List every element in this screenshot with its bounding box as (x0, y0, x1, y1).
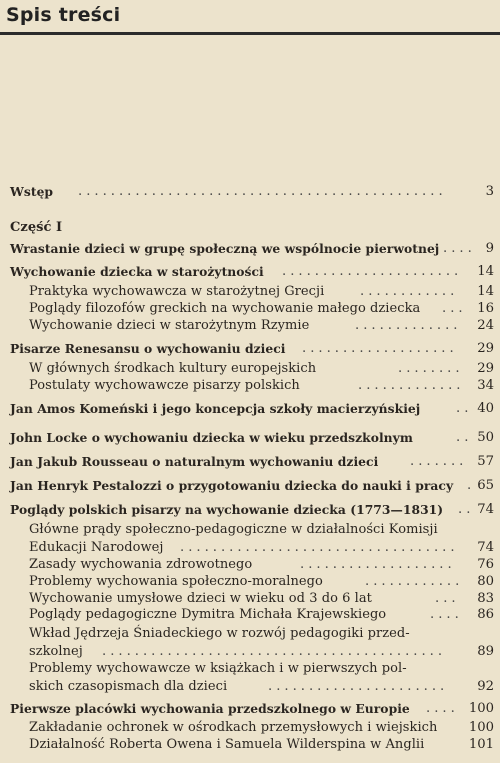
toc-entry-page: 9 (485, 241, 494, 256)
toc-entry-title: szkolnej (29, 644, 83, 659)
toc-entry (10, 625, 494, 643)
toc-entry-title: Część I (10, 220, 63, 235)
toc-entry (10, 521, 494, 539)
toc-entry: Wychowanie umysłowe dzieci w wieku od 3 do 6 lat ... 83 (29, 591, 494, 606)
toc-entry (10, 660, 494, 678)
toc-entry-page: 29 (477, 341, 494, 356)
toc-entry-title: Wstęp (10, 184, 54, 199)
toc-entry: Wrastanie dzieci w grupę społeczną we wspólnocie pierwotnej .... 9 (10, 241, 494, 256)
toc-entry-title: Działalność Roberta Owena i Samuela Wilderspina w Anglii (29, 737, 425, 752)
toc-entry-title: Wychowanie dzieci w starożytnym Rzymie (29, 318, 310, 333)
toc-entry: Problemy wychowania społeczno-moralnego ............ 80 (29, 574, 494, 589)
toc-entry (10, 736, 494, 754)
toc-entry-page: 34 (477, 378, 494, 393)
toc-entry-page: 24 (477, 318, 494, 333)
toc-entry-page: 76 (477, 557, 494, 572)
toc-entry-page: 80 (477, 574, 494, 589)
toc-entry: Praktyka wychowawcza w starożytnej Grecji ............ 14 (29, 284, 494, 299)
toc-entry-title: Zasady wychowania zdrowotnego (29, 557, 253, 572)
toc-entry-page: 100 (468, 720, 494, 735)
toc-entry-title: Jan Henryk Pestalozzi o przygotowaniu dziecka do nauki i pracy (10, 478, 454, 493)
toc-entry: John Locke o wychowaniu dziecka w wieku przedszkolnym .. 50 (10, 430, 494, 445)
toc-entry: szkolnej .......................................... 89 (29, 644, 494, 659)
toc-entry: Postulaty wychowawcze pisarzy polskich ............. 34 (29, 378, 494, 393)
toc-entry-page: 29 (477, 361, 494, 376)
toc-entry (10, 719, 494, 737)
toc-entry-title: Jan Amos Komeński i jego koncepcja szkoły macierzyńskiej (10, 401, 421, 416)
toc-entry: Poglądy filozofów greckich na wychowanie małego dziecka ... 16 (29, 301, 494, 316)
toc-entry-page: 83 (477, 591, 494, 606)
toc-entry-title: John Locke o wychowaniu dziecka w wieku przedszkolnym (10, 430, 413, 445)
toc-entry-page: 40 (477, 401, 494, 416)
toc-entry-page: 16 (477, 301, 494, 316)
page-title: Spis treści (6, 4, 121, 26)
toc-entry: Poglądy pedagogiczne Dymitra Michała Krajewskiego .... 86 (29, 607, 494, 622)
toc-entry-page: 74 (477, 540, 494, 555)
toc-entry: Wstęp ............................................. 3 (10, 184, 494, 199)
toc-entry-title: Poglądy polskich pisarzy na wychowanie dziecka (1773—1831) (10, 502, 444, 517)
toc-entry: Jan Henryk Pestalozzi o przygotowaniu dziecka do nauki i pracy . 65 (10, 478, 494, 493)
toc-entry-title: Problemy wychowawcze w książkach i w pierwszych pol- (29, 661, 407, 676)
toc-entry-title: Wychowanie dziecka w starożytności (10, 264, 264, 279)
toc-entry-title: Główne prądy społeczno-pedagogiczne w działalności Komisji (29, 522, 438, 537)
toc-entry-page: 3 (485, 184, 494, 199)
toc-entry-title: Poglądy pedagogiczne Dymitra Michała Krajewskiego (29, 607, 387, 622)
toc-entry: Pierwsze placówki wychowania przedszkolnego w Europie .... 100 (10, 701, 494, 716)
toc-entry-title: skich czasopismach dla dzieci (29, 679, 228, 694)
toc-entry: skich czasopismach dla dzieci ...................... 92 (29, 679, 494, 694)
toc-entry: Pisarze Renesansu o wychowaniu dzieci ................... 29 (10, 341, 494, 356)
toc-entry-page: 100 (468, 701, 494, 716)
toc-entry-page: 101 (468, 737, 494, 752)
toc-entry: W głównych środkach kultury europejskich ........ 29 (29, 361, 494, 376)
toc-entry-title: Edukacji Narodowej (29, 540, 164, 555)
toc-entry-page: 86 (477, 607, 494, 622)
toc-part-heading (10, 219, 494, 237)
toc-entry-page: 14 (477, 284, 494, 299)
toc-entry-title: Zakładanie ochronek w ośrodkach przemysłowych i wiejskich (29, 720, 438, 735)
toc-entry-title: Jan Jakub Rousseau o naturalnym wychowaniu dzieci (10, 454, 379, 469)
toc-entry: Edukacji Narodowej .................................. 74 (29, 540, 494, 555)
toc-entry-page: 57 (477, 454, 494, 469)
toc-entry-title: Problemy wychowania społeczno-moralnego (29, 574, 323, 589)
toc-entry-title: Pierwsze placówki wychowania przedszkolnego w Europie (10, 701, 410, 716)
toc-entry-title: Pisarze Renesansu o wychowaniu dzieci (10, 341, 286, 356)
toc-entry-page: 14 (477, 264, 494, 279)
toc-entry: Wychowanie dziecka w starożytności ...................... 14 (10, 264, 494, 279)
toc-entry-page: 50 (477, 430, 494, 445)
toc-entry-title: Poglądy filozofów greckich na wychowanie małego dziecka (29, 301, 421, 316)
toc-entry-page: 65 (477, 478, 494, 493)
toc-entry-title: W głównych środkach kultury europejskich (29, 361, 317, 376)
toc-entry-page: 74 (477, 502, 494, 517)
toc-entry: Zasady wychowania zdrowotnego ................... 76 (29, 557, 494, 572)
toc-entry-title: Wychowanie umysłowe dzieci w wieku od 3 do 6 lat (29, 591, 372, 606)
toc-entry: Jan Amos Komeński i jego koncepcja szkoły macierzyńskiej .. 40 (10, 401, 494, 416)
toc-entry-title: Wrastanie dzieci w grupę społeczną we wspólnocie pierwotnej (10, 241, 440, 256)
toc-entry-page: 89 (477, 644, 494, 659)
toc-entry-title: Wkład Jędrzeja Śniadeckiego w rozwój pedagogiki przed- (29, 626, 410, 641)
toc-entry-title: Praktyka wychowawcza w starożytnej Grecji (29, 284, 325, 299)
toc-entry: Wychowanie dzieci w starożytnym Rzymie ............. 24 (29, 318, 494, 333)
toc-entry-title: Postulaty wychowawcze pisarzy polskich (29, 378, 300, 393)
toc-entry: Jan Jakub Rousseau o naturalnym wychowaniu dzieci ....... 57 (10, 454, 494, 469)
toc-entry: Poglądy polskich pisarzy na wychowanie dziecka (1773—1831) .. 74 (10, 502, 494, 517)
toc-entry-page: 92 (477, 679, 494, 694)
